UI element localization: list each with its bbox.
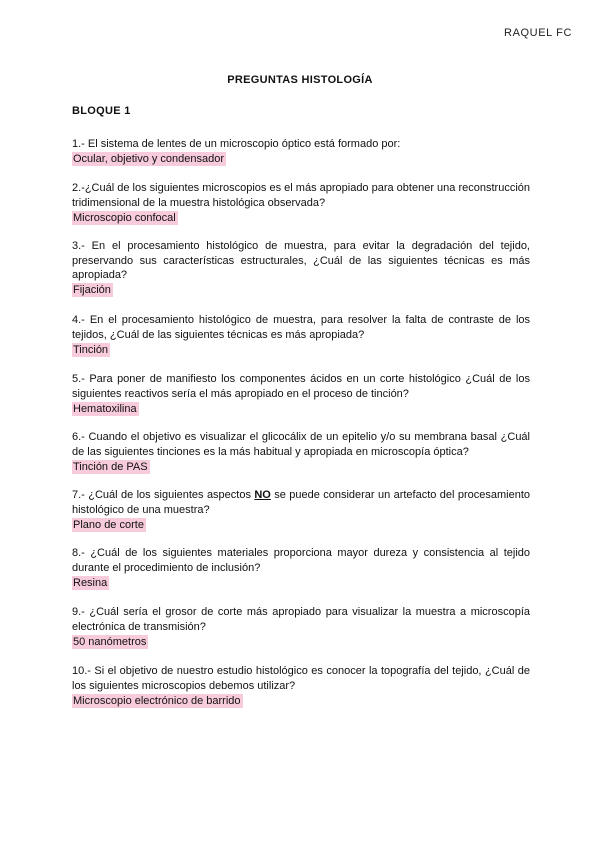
answer-highlight: Microscopio electrónico de barrido xyxy=(73,694,241,707)
question-10 xyxy=(72,664,530,708)
question-6 xyxy=(72,430,530,474)
question-text: 8.- ¿Cuál de los siguientes materiales proporciona mayor dureza y consistencia al tejido durante el procedimiento de inclusión? xyxy=(72,547,530,574)
question-2 xyxy=(72,181,530,225)
question-4 xyxy=(72,313,530,357)
question-text: 9.- ¿Cuál sería el grosor de corte más apropiado para visualizar la muestra a microscopía electrónica de transmisión? xyxy=(72,606,530,633)
question-text: 10.- Si el objetivo de nuestro estudio histológico es conocer la topografía del tejido, ¿Cuál de los siguientes microscopios debemos utilizar? xyxy=(72,665,530,692)
question-7 xyxy=(72,488,530,532)
answer-highlight: Tinción de PAS xyxy=(73,460,148,473)
question-text-start: 7.- ¿Cuál de los siguientes aspectos xyxy=(72,489,255,501)
block-heading: BLOQUE 1 xyxy=(72,105,131,117)
question-9 xyxy=(72,605,530,649)
question-1 xyxy=(72,137,530,167)
answer-highlight: Plano de corte xyxy=(73,518,144,531)
answer-highlight: Hematoxilina xyxy=(73,402,137,415)
page-title: PREGUNTAS HISTOLOGÍA xyxy=(227,74,373,86)
question-3 xyxy=(72,239,530,298)
question-text: 4.- En el procesamiento histológico de muestra, para resolver la falta de contraste de los tejidos, ¿Cuál de las siguientes técnicas es más apropiada? xyxy=(72,314,530,341)
author-name: RAQUEL FC xyxy=(504,27,572,39)
question-text: 1.- El sistema de lentes de un microscopio óptico está formado por: xyxy=(72,138,401,150)
emphasis-no: NO xyxy=(254,489,271,501)
question-text: 3.- En el procesamiento histológico de muestra, para evitar la degradación del tejido, preservando sus características estructurales, ¿Cuál de las siguientes técnicas es más apropiada? xyxy=(72,240,530,281)
question-text: 6.- Cuando el objetivo es visualizar el glicocálix de un epitelio y/o su membrana basal ¿Cuál de las siguientes tinciones es la más habitual y apropiada en microscopía óptica? xyxy=(72,431,530,458)
question-text-end: se puede considerar un artefacto del procesamiento histológico de una muestra? xyxy=(72,489,530,516)
answer-highlight: Microscopio confocal xyxy=(73,211,176,224)
question-5 xyxy=(72,372,530,416)
answer-highlight: Tinción xyxy=(73,343,109,356)
question-text xyxy=(72,488,530,517)
question-8 xyxy=(72,546,530,590)
answer-highlight: Fijación xyxy=(73,284,111,296)
answer-highlight: Ocular, objetivo y condensador xyxy=(73,153,225,165)
answer-highlight: Resina xyxy=(73,576,108,589)
question-text: 2.-¿Cuál de los siguientes microscopios es el más apropiado para obtener una reconstrucción tridimensional de la muestra histológica observada? xyxy=(72,182,530,209)
question-text: 5.- Para poner de manifiesto los componentes ácidos en un corte histológico ¿Cuál de los siguientes reactivos sería el más apropiado en el proceso de tinción? xyxy=(72,373,530,400)
answer-highlight: 50 nanómetros xyxy=(73,635,147,648)
